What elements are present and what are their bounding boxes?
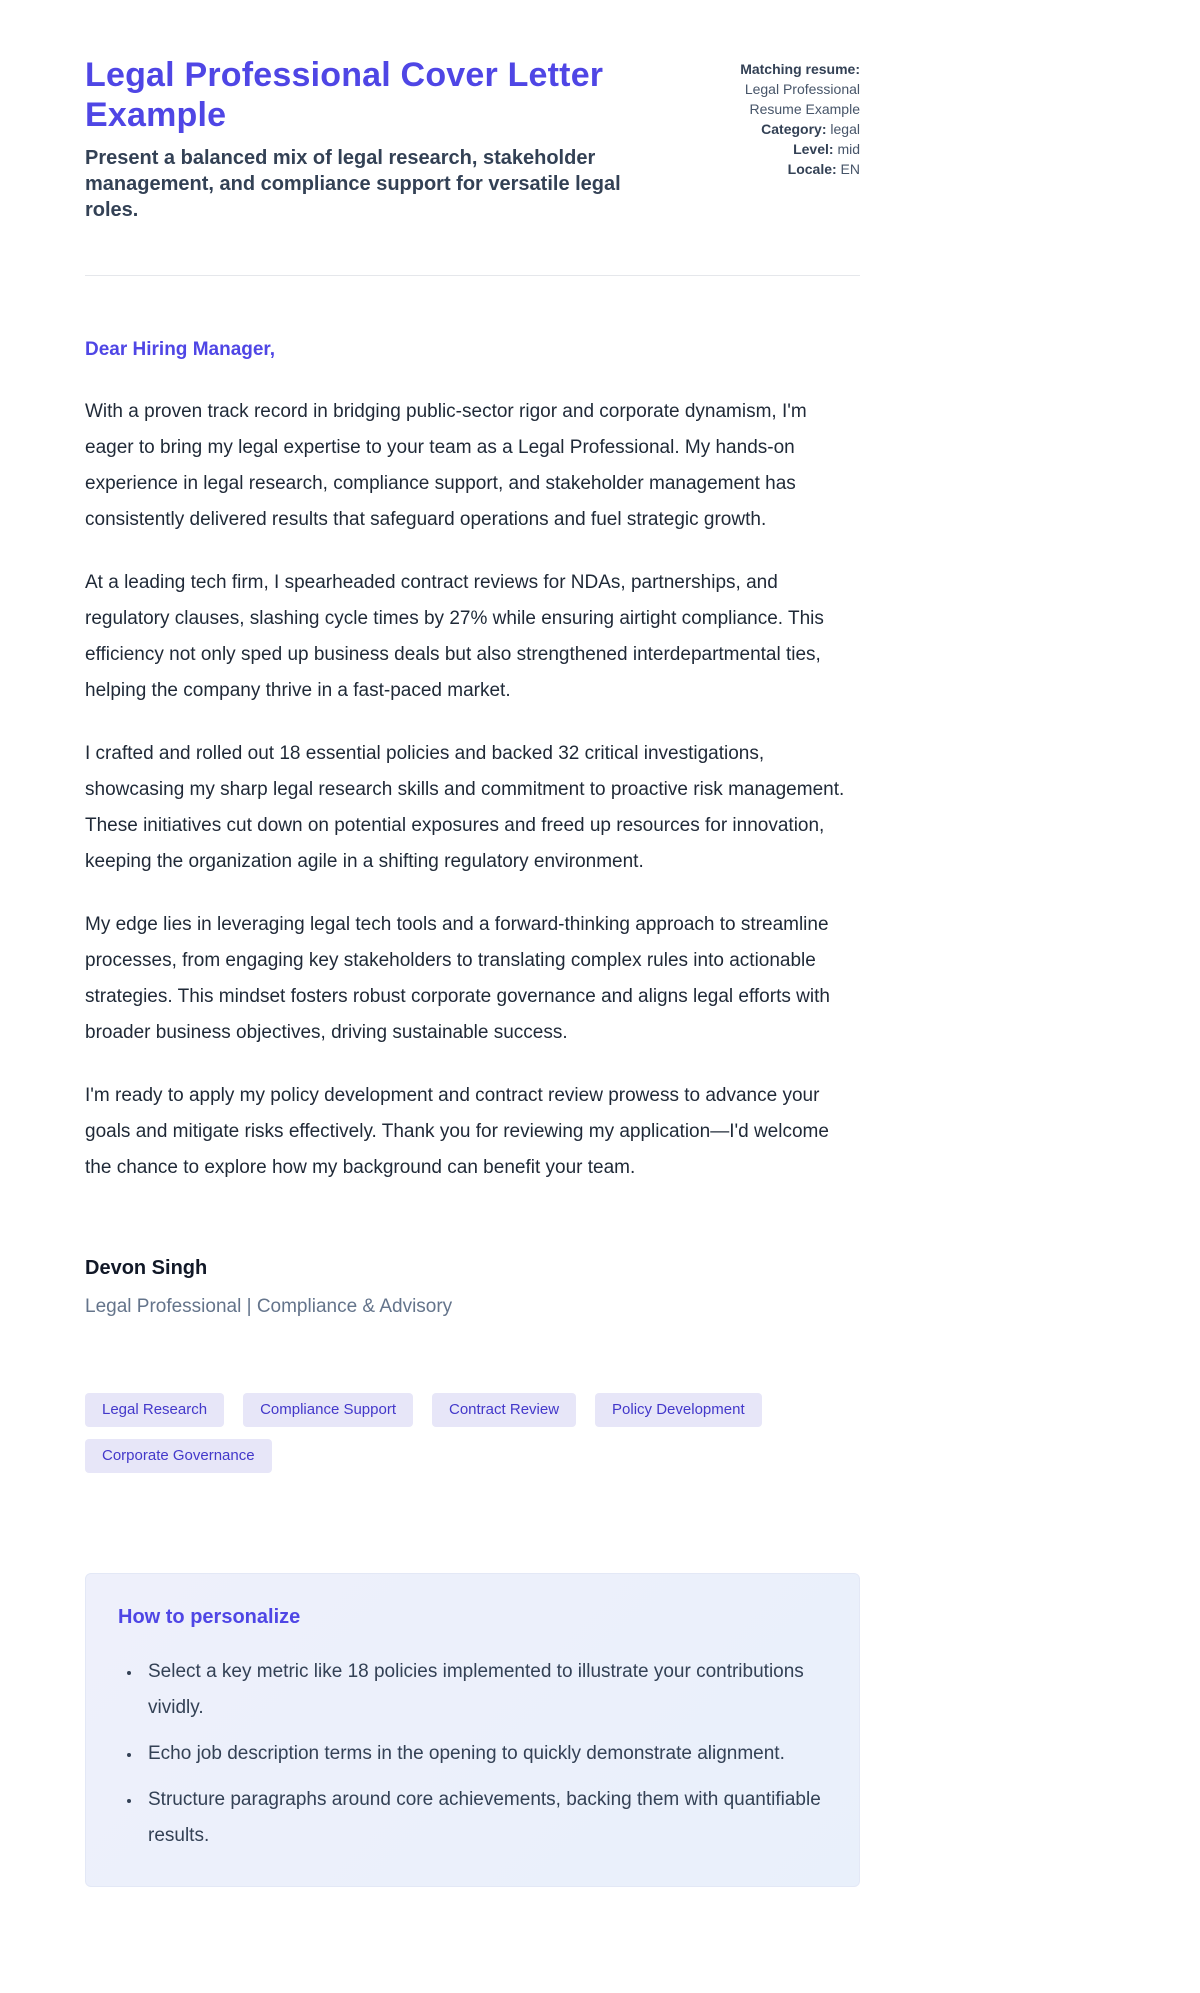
tag-legal-research[interactable]: Legal Research: [85, 1393, 224, 1427]
letter-greeting: Dear Hiring Manager,: [85, 339, 276, 360]
personalize-panel: [85, 1573, 860, 1887]
meta-locale: [708, 159, 860, 179]
cover-letter-body: [85, 332, 860, 1321]
personalize-tip-list: [118, 1654, 827, 1854]
letter-paragraph: At a leading tech firm, I spearheaded contract reviews for NDAs, partnerships, and regulatory clauses, slashing cycle times by 27% while ensuring airtight compliance. This efficiency not only sped up business deals but also strengthened interdepartmental ties, helping the company thrive in a fast-paced market.: [85, 572, 824, 701]
meta-locale-value: EN: [840, 161, 860, 177]
meta-level: [708, 139, 860, 159]
letter-paragraph: I'm ready to apply my policy development and contract review prowess to advance your goals and mitigate risks effectively. Thank you for reviewing my application—I'd welcome the chance to explore how my background can benefit your team.: [85, 1085, 829, 1178]
tag-policy-development[interactable]: Policy Development: [595, 1393, 762, 1427]
meta-category-value: legal: [830, 121, 860, 137]
meta-block: [708, 55, 860, 179]
meta-category-label: Category:: [761, 121, 827, 137]
meta-matching-resume-value: Legal Professional Resume Example: [744, 81, 860, 117]
meta-level-value: mid: [837, 141, 860, 157]
personalize-tip: • Structure paragraphs around core achievements, backing them with quantifiable results.: [142, 1782, 827, 1854]
tag-corporate-governance[interactable]: Corporate Governance: [85, 1439, 272, 1473]
tag-contract-review[interactable]: Contract Review: [432, 1393, 576, 1427]
meta-category: [708, 119, 860, 139]
tag-compliance-support[interactable]: Compliance Support: [243, 1393, 413, 1427]
article-container: [85, 0, 860, 1887]
header-divider: [85, 275, 860, 276]
skill-tags: [85, 1393, 860, 1473]
personalize-tip: • Echo job description terms in the opening to quickly demonstrate alignment.: [142, 1736, 827, 1772]
page-header: [85, 55, 860, 223]
personalize-tip: • Select a key metric like 18 policies implemented to illustrate your contributions vividly.: [142, 1654, 827, 1726]
signature-block: [85, 1254, 860, 1321]
letter-paragraph: I crafted and rolled out 18 essential policies and backed 32 critical investigations, showcasing my sharp legal research skills and commitment to proactive risk management. These initiatives cut down on potential exposures and freed up resources for innovation, keeping the organization agile in a shifting regulatory environment.: [85, 743, 845, 872]
signature-name: Devon Singh: [85, 1257, 208, 1279]
page-title: Legal Professional Cover Letter Example: [85, 56, 604, 134]
meta-level-label: Level:: [793, 141, 834, 157]
letter-paragraph: My edge lies in leveraging legal tech tools and a forward-thinking approach to streamline processes, from engaging key stakeholders to translating complex rules into actionable strategies. This mindset fosters robust corporate governance and aligns legal efforts with broader business objectives, driving sustainable success.: [85, 914, 830, 1043]
signature-title: Legal Professional | Compliance & Advisory: [85, 1296, 453, 1317]
page-subtitle: Present a balanced mix of legal research, stakeholder management, and compliance support for versatile legal roles.: [85, 147, 621, 221]
meta-matching-resume-label: Matching resume:: [740, 61, 860, 77]
letter-paragraph: With a proven track record in bridging public-sector rigor and corporate dynamism, I'm eager to bring my legal expertise to your team as a Legal Professional. My hands-on experience in legal research, compliance support, and stakeholder management has consistently delivered results that safeguard operations and fuel strategic growth.: [85, 401, 807, 530]
meta-matching-resume: [708, 59, 860, 119]
meta-locale-label: Locale:: [787, 161, 837, 177]
personalize-heading: How to personalize: [118, 1606, 301, 1628]
header-left: [85, 55, 675, 223]
